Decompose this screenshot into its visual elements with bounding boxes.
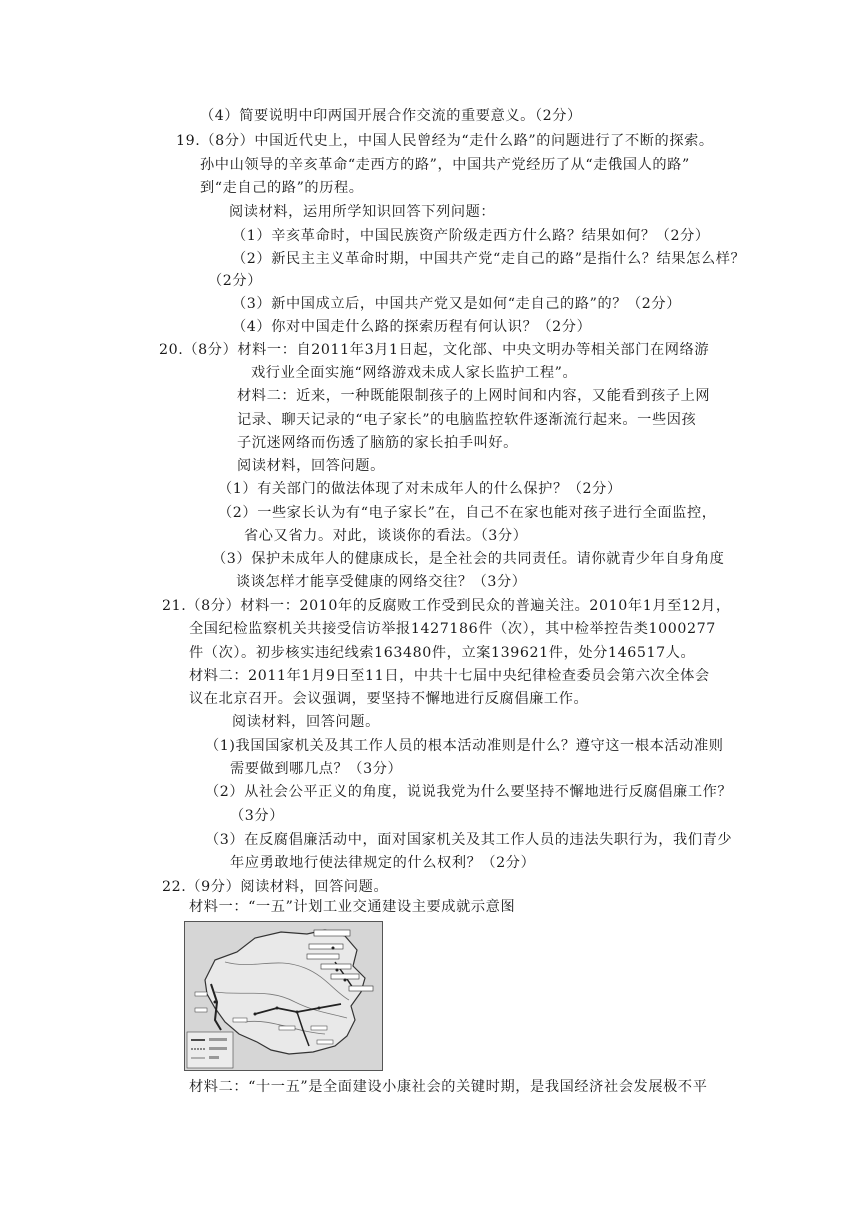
q21-part2-line1: （2）从社会公平正义的角度，说说我党为什么要坚持不懈地进行反腐倡廉工作？ (205, 784, 733, 800)
q22-material1-caption: 材料一：“一五”计划工业交通建设主要成就示意图 (189, 899, 516, 915)
q20-part3-line2: 谈谈怎样才能享受健康的网络交往？（3分） (236, 574, 527, 590)
china-first-five-year-plan-map (184, 921, 383, 1071)
q21-material1-line1: 21.（8分）材料一：2010年的反腐败工作受到民众的普遍关注。2010年1月至12月， (162, 598, 731, 614)
q19-part2-score: （2分） (208, 273, 262, 289)
q20-material1-line1: 20.（8分）材料一：自2011年3月1日起，文化部、中央文明办等相关部门在网络游 (159, 342, 710, 358)
q19-part1: （1）辛亥革命时，中国民族资产阶级走西方什么路？结果如何？（2分） (232, 228, 710, 244)
q20-instruction: 阅读材料，回答问题。 (237, 458, 385, 474)
q19-stem-line1: 19.（8分）中国近代史上，中国人民曾经为“走什么路”的问题进行了不断的探索。 (176, 133, 714, 149)
q18-part4: （4）简要说明中印两国开展合作交流的重要意义。（2分） (200, 108, 582, 124)
q20-material2-line2: 记录、聊天记录的“电子家长”的电脑监控软件逐渐流行起来。一些因孩 (237, 412, 697, 428)
q19-instruction: 阅读材料，运用所学知识回答下列问题： (229, 204, 496, 220)
q21-material2-line1: 材料二：2011年1月9日至11日，中共十七届中央纪律检查委员会第六次全体会 (189, 668, 710, 684)
q20-part2-line1: （2）一些家长认为有“电子家长”在，自己不在家也能对孩子进行全面监控， (218, 505, 717, 521)
q20-material2-line1: 材料二：近来，一种既能限制孩子的上网时间和内容，又能看到孩子上网 (237, 388, 711, 404)
q22-stem: 22.（9分）阅读材料，回答问题。 (162, 879, 389, 895)
q22-material2-line1: 材料二：“十一五”是全面建设小康社会的关键时期，是我国经济社会发展极不平 (189, 1079, 708, 1095)
q21-material2-line2: 议在北京召开。会议强调，要坚持不懈地进行反腐倡廉工作。 (189, 691, 589, 707)
q19-part2: （2）新民主主义革命时期，中国共产党“走自己的路”是指什么？结果怎么样？ (232, 251, 746, 267)
q19-stem-line3: 到“走自己的路”的历程。 (200, 180, 364, 196)
q19-stem-line2: 孙中山领导的辛亥革命“走西方的路”，中国共产党经历了从“走俄国人的路” (200, 157, 690, 173)
q21-part1-line2: 需要做到哪几点？（3分） (230, 761, 403, 777)
q20-material2-line3: 子沉迷网络而伤透了脑筋的家长拍手叫好。 (237, 435, 518, 451)
q21-part1-line1: （1)我国国家机关及其工作人员的根本活动准则是什么？遵守这一根本活动准则 (205, 738, 724, 754)
q20-part3-line1: （3）保护未成年人的健康成长，是全社会的共同责任。请你就青少年自身角度 (212, 551, 725, 567)
q21-material1-line3: 件（次）。初步核实违纪线索163480件，立案139621件，处分146517人。 (189, 645, 696, 661)
q21-instruction: 阅读材料，回答问题。 (232, 714, 380, 730)
q21-part3-line2: 年应勇敢地行使法律规定的什么权利？（2分） (230, 855, 536, 871)
q20-material1-line2: 戏行业全面实施“网络游戏未成人家长监护工程”。 (251, 365, 578, 381)
q19-part4: （4）你对中国走什么路的探索历程有何认识？（2分） (232, 319, 592, 335)
q20-part2-line2: 省心又省力。对此，谈谈你的看法。（3分） (244, 528, 528, 544)
q20-part1: （1）有关部门的做法体现了对未成年人的什么保护？（2分） (218, 481, 622, 497)
q19-part3: （3）新中国成立后，中国共产党又是如何“走自己的路”的？（2分） (232, 296, 682, 312)
q21-part2-score: （3分） (230, 808, 284, 824)
q21-part3-line1: （3）在反腐倡廉活动中，面对国家机关及其工作人员的违法失职行为，我们青少 (205, 832, 733, 848)
q21-material1-line2: 全国纪检监察机关共接受信访举报1427186件（次），其中检举控告类1000277 (189, 621, 716, 637)
